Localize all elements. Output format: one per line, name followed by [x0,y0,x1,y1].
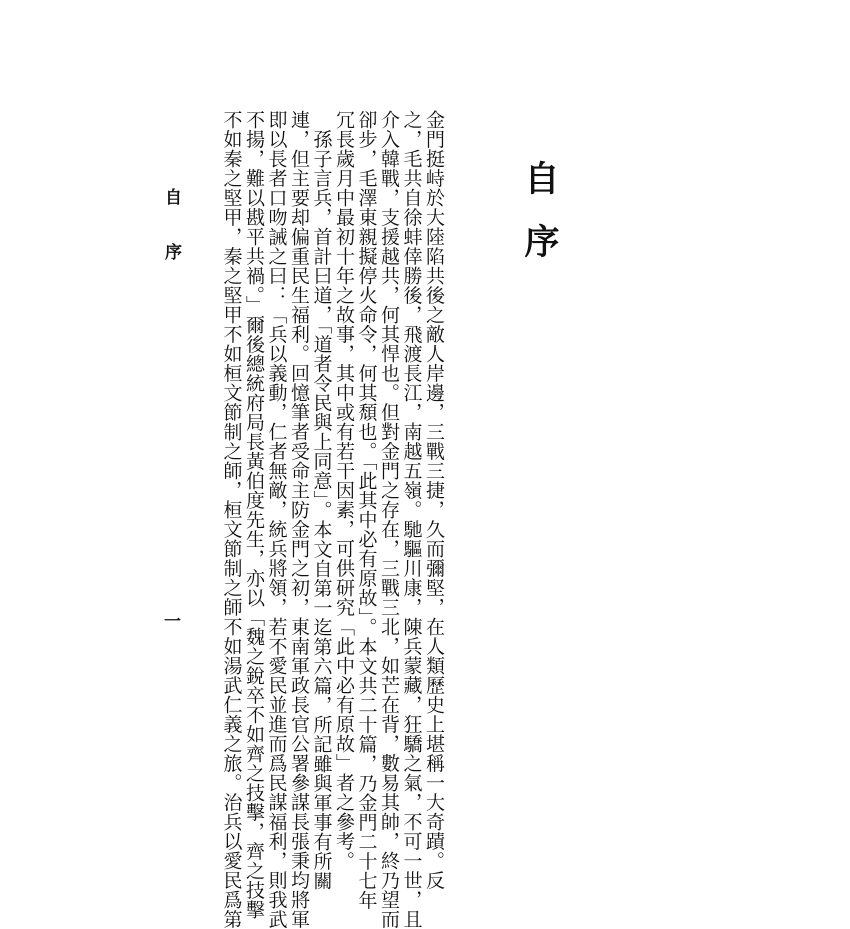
page-number: 一 [160,612,180,629]
text-column-1: 金門挺峙於大陸陷共後之敵人岸邊，三戰三捷，久而彌堅，在人類歷史上堪稱一大奇蹟。反 [423,110,445,890]
page-title: 自序 [519,160,560,286]
body-text [195,110,445,929]
text-column-2: 之，毛共自徐蚌倖勝後，飛渡長江，南越五嶺。馳驅川康，陳兵蒙藏，狂驕之氣，不可一世，且 [400,110,423,929]
running-head: 自序 [161,188,181,298]
text-column-3: 介入韓戰，支援越共，何其悍也。但對金門之存在，三戰三北，如芒在背，數易其帥，終乃望而 [378,110,400,929]
text-column-10: 不如秦之堅甲，秦之堅甲不如桓文節制之師，桓文節制之師不如湯武仁義之旅。治兵以愛民爲第 [220,110,243,929]
text-column-5: 冗長歲月中最初十年之故事，其中或有若干因素，可供研究「此中必有原故」者之參考。 [333,110,355,871]
text-column-4: 卻步，毛澤東親擬停火命令，何其頹也。「此其中必有原故」。本文共二十篇，乃金門二十七年 [355,110,378,910]
text-column-9: 不揚，難以戡平共禍。」爾後總統府局長黃伯度先生，亦以「魏之銳卒不如齊之技擊，齊之技擊 [243,110,265,920]
text-column-6: 孫子言兵，首計曰道，「道者令民與上同意」。本文自第一迄第六篇，所記雖與軍事有所關 [310,110,333,891]
text-column-7: 連，但主要却偏重民生福利。回憶筆者受命主防金門之初，東南軍政長官公署參謀長張秉均將軍 [288,110,310,929]
text-column-8: 即以長者口吻誡之曰：「兵以義動，仁者無敵，統兵將領，若不愛民並進而爲民謀福利，則我武 [265,110,288,929]
